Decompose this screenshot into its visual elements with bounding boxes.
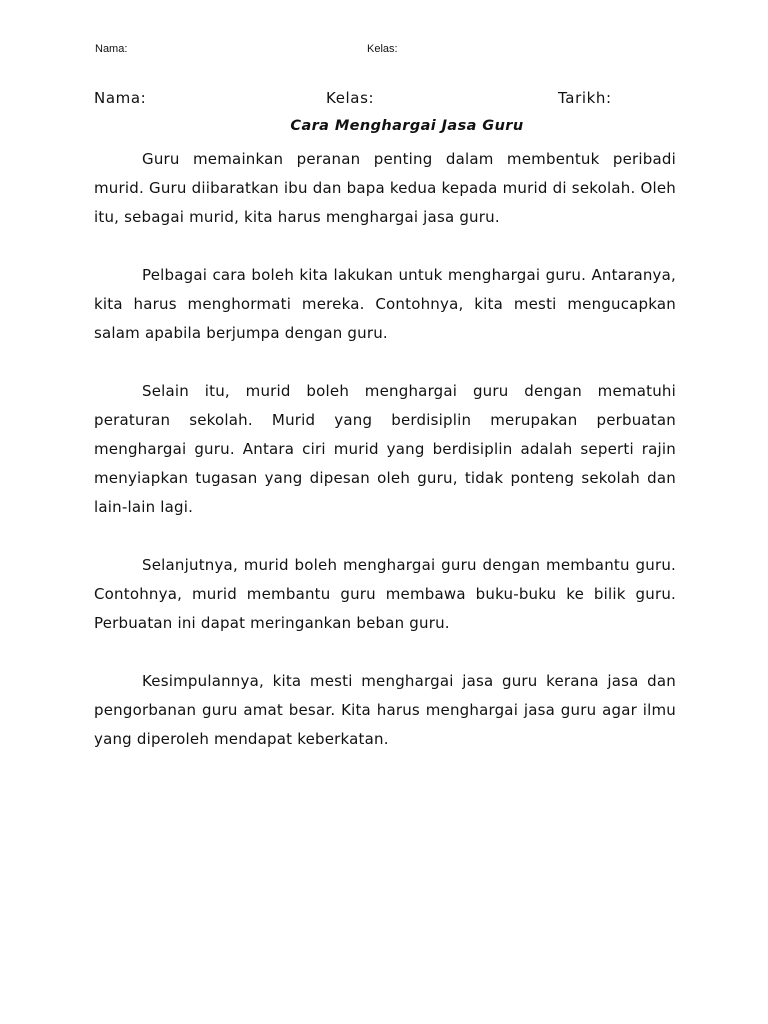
header-nama-label: Nama: [95, 43, 128, 55]
paragraph-3: Selain itu, murid boleh menghargai guru dengan mematuhi peraturan sekolah. Murid yang berdisiplin merupakan perbuatan menghargai guru. Antara ciri murid yang berdisiplin adalah seperti rajin menyiapkan tugasan yang dipesan oleh guru, tidak ponteng sekolah dan lain-lain lagi. [94, 382, 676, 516]
tarikh-field-label: Tarikh: [558, 89, 612, 107]
student-info-row [94, 89, 678, 113]
paragraph-2: Pelbagai cara boleh kita lakukan untuk menghargai guru. Antaranya, kita harus menghormati mereka. Contohnya, kita mesti mengucapkan salam apabila berjumpa dengan guru. [94, 266, 676, 342]
header-kelas-label: Kelas: [367, 43, 398, 55]
essay-body [94, 145, 676, 754]
paragraph-4: Selanjutnya, murid boleh menghargai guru dengan membantu guru. Contohnya, murid membantu guru membawa buku-buku ke bilik guru. Perbuatan ini dapat meringankan beban guru. [94, 556, 676, 632]
essay-title: Cara Menghargai Jasa Guru [290, 118, 524, 134]
nama-field-label: Nama: [94, 89, 147, 107]
page-header [95, 43, 675, 59]
paragraph-intro: Guru memainkan peranan penting dalam membentuk peribadi murid. Guru diibaratkan ibu dan bapa kedua kepada murid di sekolah. Oleh itu, sebagai murid, kita harus menghargai jasa guru. [94, 150, 676, 226]
kelas-field-label: Kelas: [326, 89, 375, 107]
paragraph-conclusion: Kesimpulannya, kita mesti menghargai jasa guru kerana jasa dan pengorbanan guru amat besar. Kita harus menghargai jasa guru agar ilmu yang diperoleh mendapat keberkatan. [94, 672, 676, 748]
